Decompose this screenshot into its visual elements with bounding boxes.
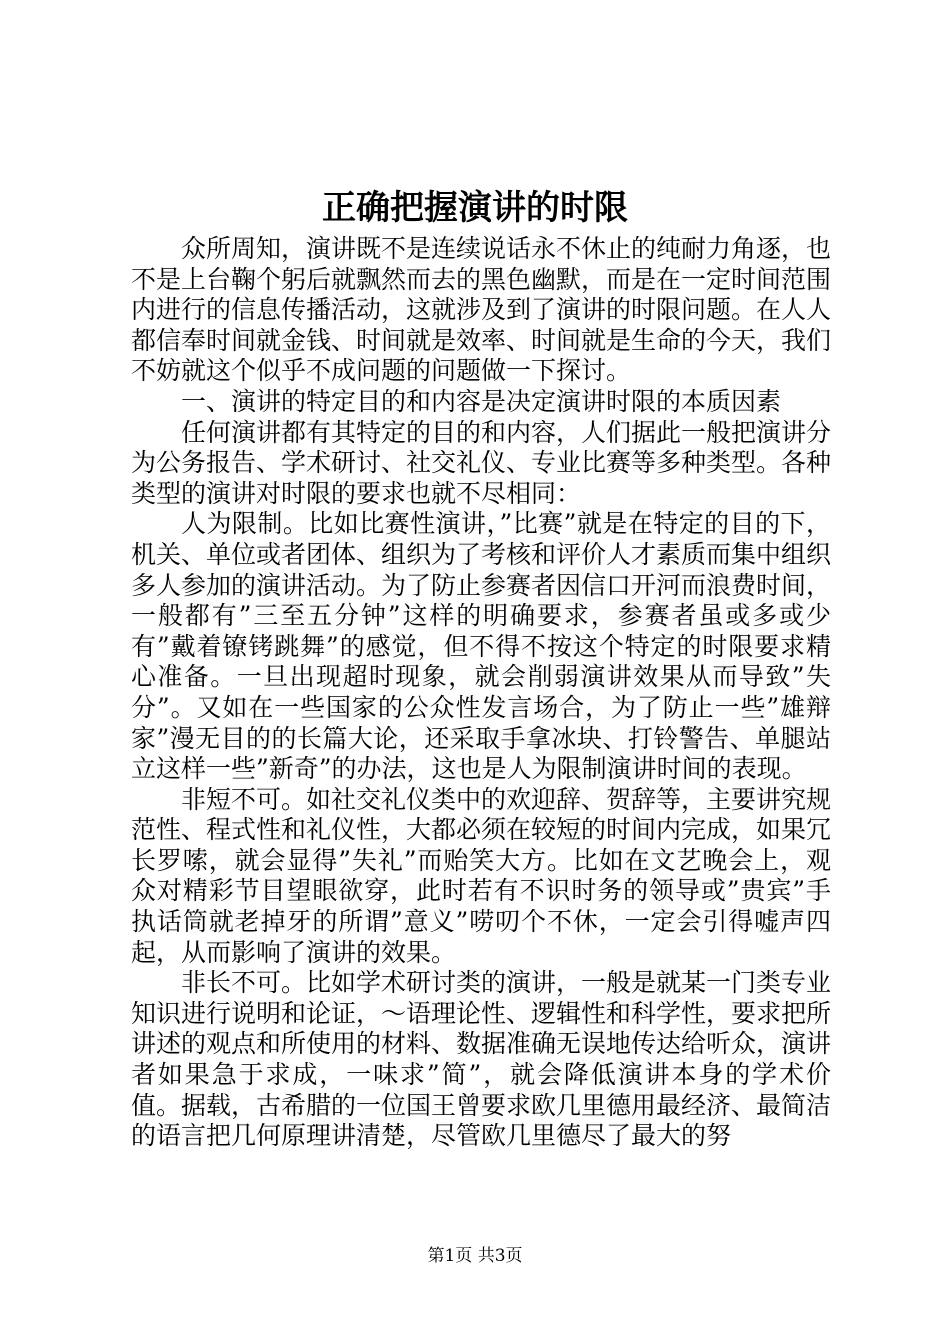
paragraph-must-be-short: 非短不可。如社交礼仪类中的欢迎辞、贺辞等，主要讲究规范性、程式性和礼仪性，大都必须在较短的时间内完成，如果冗长罗嗦，就会显得”失礼”而贻笑大方。比如在文艺晚会上，观众对精彩节目望眼欲穿，此时若有不识时务的领导或”贵宾”手执话筒就老掉牙的所谓”意义”唠叨个不休，一定会引得嘘声四起，从而影响了演讲的效果。 (131, 784, 832, 967)
document-body (131, 234, 831, 1152)
paragraph-intro: 众所周知，演讲既不是连续说话永不休止的纯耐力角逐，也不是上台鞠个躬后就飘然而去的黑色幽默，而是在一定时间范围内进行的信息传播活动，这就涉及到了演讲的时限问题。在人人都信奉时间就金钱、时间就是效率、时间就是生命的今天，我们不妨就这个似乎不成问题的问题做一下探讨。 (131, 234, 832, 386)
paragraph-types: 任何演讲都有其特定的目的和内容，人们据此一般把演讲分为公务报告、学术研讨、社交礼仪、专业比赛等多种类型。各种类型的演讲对时限的要求也就不尽相同： (131, 417, 832, 508)
paragraph-must-be-long: 非长不可。比如学术研讨类的演讲，一般是就某一门类专业知识进行说明和论证，～语理论性、逻辑性和科学性，要求把所讲述的观点和所使用的材料、数据准确无误地传达给听众，演讲者如果急于求成，一味求”简”，就会降低演讲本身的学术价值。据载，古希腊的一位国王曾要求欧几里德用最经济、最简洁的语言把几何原理讲清楚，尽管欧几里德尽了最大的努 (131, 968, 832, 1151)
section-heading: 一、演讲的特定目的和内容是决定演讲时限的本质因素 (181, 386, 782, 416)
page-number-footer: 第1页 共3页 (427, 1246, 523, 1266)
paragraph-artificial-limit: 人为限制。比如比赛性演讲，”比赛”就是在特定的目的下，机关、单位或者团体、组织为了考核和评价人才素质而集中组织多人参加的演讲活动。为了防止参赛者因信口开河而浪费时间，一般都有”三至五分钟”这样的明确要求，参赛者虽或多或少有”戴着镣铐跳舞”的感觉，但不得不按这个特定的时限要求精心准备。一旦出现超时现象，就会削弱演讲效果从而导致”失分”。又如在一些国家的公众性发言场合，为了防止一些”雄辩家”漫无目的的长篇大论，还采取手拿冰块、打铃警告、单腿站立这样一些”新奇”的办法，这也是人为限制演讲时间的表现。 (131, 509, 832, 784)
document-title: 正确把握演讲的时限 (322, 188, 628, 228)
